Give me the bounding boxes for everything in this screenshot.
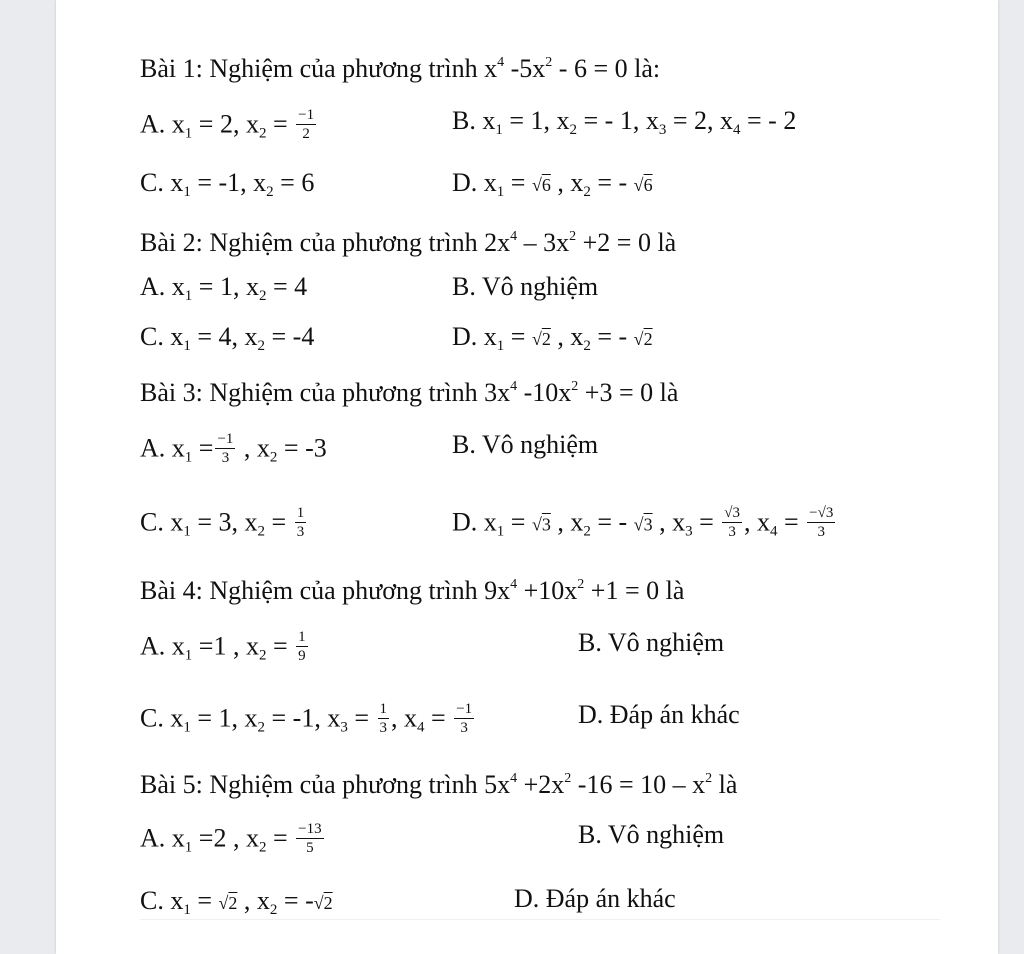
question-3: Bài 3: Nghiệm của phương trình $3x^4$ $-10x^2 +3 = 0$ là xyxy=(140,378,679,407)
q2-option-b: B. Vô nghiệm xyxy=(452,272,599,301)
q5-option-d: D. Đáp án khác xyxy=(514,884,676,913)
q1-option-c: C. $x_1 = -1$, $x_2 = 6$ xyxy=(140,168,315,200)
q4-option-b: B. Vô nghiệm xyxy=(578,628,725,657)
q4-option-a: A. $x_1 =1$ , $x_2$ = $\frac{1}{9}$ xyxy=(140,629,306,664)
divider xyxy=(140,919,940,920)
document-page xyxy=(56,0,998,954)
q4-option-c: C. $x_1 = 1$, $x_2 = -1$, $x_3$ = $\frac{1}{3}$ , $x_4$ = $\frac{-1}{3}$ xyxy=(140,701,473,736)
question-1: Bài 1: Nghiệm của phương trình $x^4$ $-5x^2 - 6 = 0$ là: xyxy=(140,54,661,83)
q3-option-c: C. $x_1 = 3$, $x_2$ = $\frac{1}{3}$ xyxy=(140,505,305,540)
q3-option-d: D. $x_1 = √3$ , $x_2$ = - √3 , $x_3$ = $\frac{√3}{3}$ , $x_4$ = $\frac{-√3}{3}$ xyxy=(452,505,834,540)
q4-option-d: D. Đáp án khác xyxy=(578,700,740,729)
sqrt-symbol: √6 xyxy=(531,175,551,195)
q5-option-c: C. $x_1 = √2$ , $x_2 = -√2$ xyxy=(140,886,333,918)
q5-option-a: A. $x_1 =2$ , $x_2$ = $\frac{-13}{5}$ xyxy=(140,821,322,856)
sqrt-symbol: √6 xyxy=(633,175,653,195)
q1-option-b: B. $x_1 = 1$, $x_2$ = - 1, $x_3 = 2$, $x_4$ = - 2 xyxy=(452,106,797,138)
q2-option-a: A. $x_1 = 1$, $x_2 = 4$ xyxy=(140,272,308,304)
question-2: Bài 2: Nghiệm của phương trình $2x^4 - 3x^2 +2 = 0$ là xyxy=(140,228,677,257)
q2-option-c: C. $x_1 = 4$, $x_2 = -4$ xyxy=(140,322,315,354)
q5-option-b: B. Vô nghiệm xyxy=(578,820,725,849)
question-5: Bài 5: Nghiệm của phương trình $5x^4 +2x^2$ $-16 = 10 - x^2$ là xyxy=(140,770,738,799)
q2-option-d: D. $x_1 = √2$ , $x_2$ = - √2 xyxy=(452,322,653,354)
question-4: Bài 4: Nghiệm của phương trình $9x^4 +10x^2 +1 = 0$ là xyxy=(140,576,685,605)
q1-option-a: A. $x_1 = 2$, $x_2$ = $\frac{-1}{2}$ xyxy=(140,107,315,142)
q1-option-d: D. $x_1 = √6$ , $x_2$ = - √6 xyxy=(452,168,653,200)
q3-option-a: A. $x_1$ = $\frac{-1}{3}$ , $x_2 = -3$ xyxy=(140,431,327,466)
q3-option-b: B. Vô nghiệm xyxy=(452,430,599,459)
